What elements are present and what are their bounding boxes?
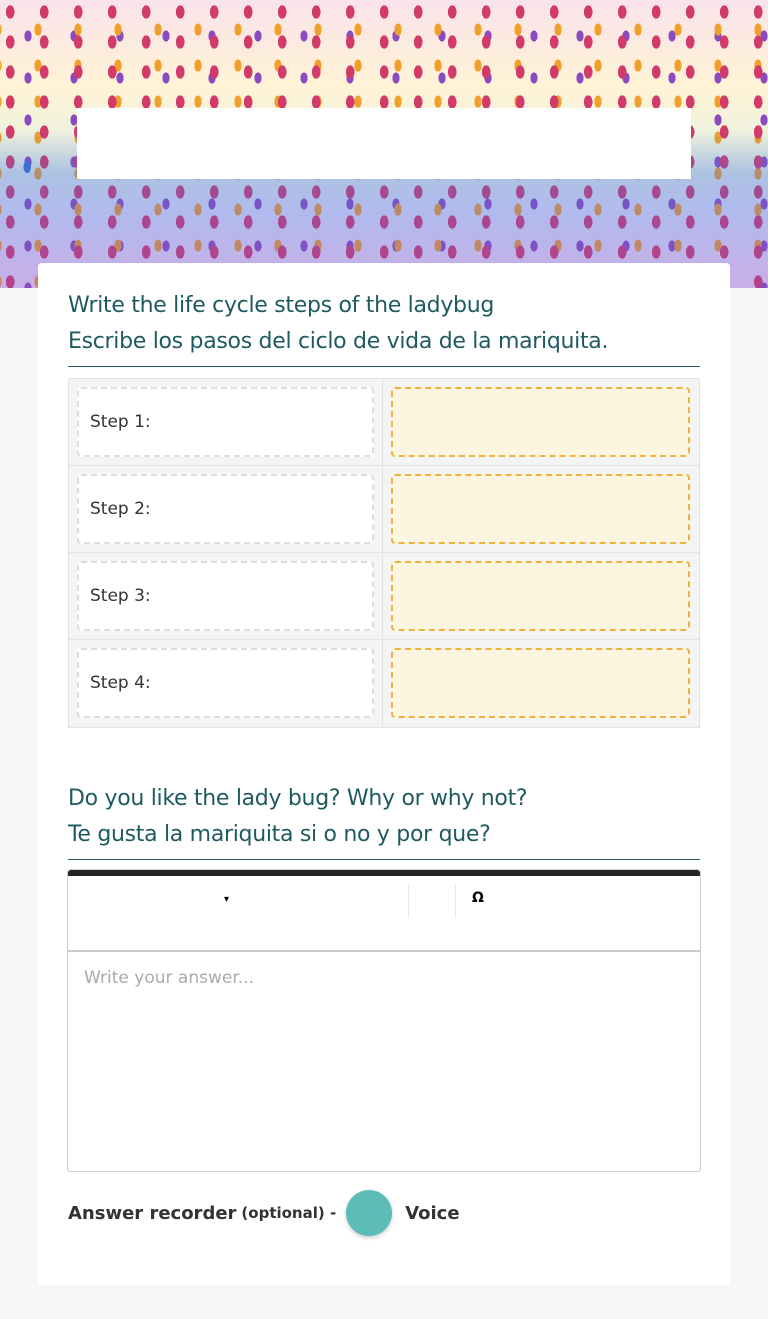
table-row bbox=[69, 640, 699, 727]
divider bbox=[68, 859, 700, 860]
question1-title-es: Escribe los pasos del ciclo de vida de la mariquita. bbox=[68, 329, 609, 354]
toolbar-separator bbox=[455, 884, 456, 918]
voice-label: Voice bbox=[405, 1202, 460, 1224]
title-box bbox=[77, 108, 691, 179]
special-character-button[interactable]: Ω bbox=[472, 890, 484, 906]
step-answer-drop-zone[interactable] bbox=[391, 474, 690, 544]
recorder-optional: (optional) - bbox=[241, 1204, 337, 1222]
editor-toolbar bbox=[68, 876, 700, 952]
toolbar-separator bbox=[408, 884, 409, 918]
step-label: Step 4: bbox=[77, 648, 374, 718]
answer-editor bbox=[67, 869, 701, 1172]
table-row bbox=[69, 466, 699, 553]
table-row bbox=[69, 553, 699, 640]
step-answer-drop-zone[interactable] bbox=[391, 387, 690, 457]
recorder-label: Answer recorder bbox=[68, 1202, 237, 1224]
step-label: Step 2: bbox=[77, 474, 374, 544]
question2-title-en: Do you like the lady bug? Why or why not? bbox=[68, 786, 528, 811]
question1-title-en: Write the life cycle steps of the ladybug bbox=[68, 293, 495, 318]
divider bbox=[68, 366, 700, 367]
answer-textarea[interactable]: Write your answer... bbox=[84, 968, 254, 988]
table-row bbox=[69, 379, 699, 466]
record-button[interactable] bbox=[346, 1190, 392, 1236]
step-label: Step 3: bbox=[77, 561, 374, 631]
steps-table bbox=[68, 378, 700, 728]
format-dropdown-caret-icon[interactable]: ▾ bbox=[224, 894, 230, 905]
step-answer-drop-zone[interactable] bbox=[391, 648, 690, 718]
question2-title-es: Te gusta la mariquita si o no y por que? bbox=[68, 822, 491, 847]
answer-recorder bbox=[68, 1190, 460, 1236]
step-label: Step 1: bbox=[77, 387, 374, 457]
step-answer-drop-zone[interactable] bbox=[391, 561, 690, 631]
